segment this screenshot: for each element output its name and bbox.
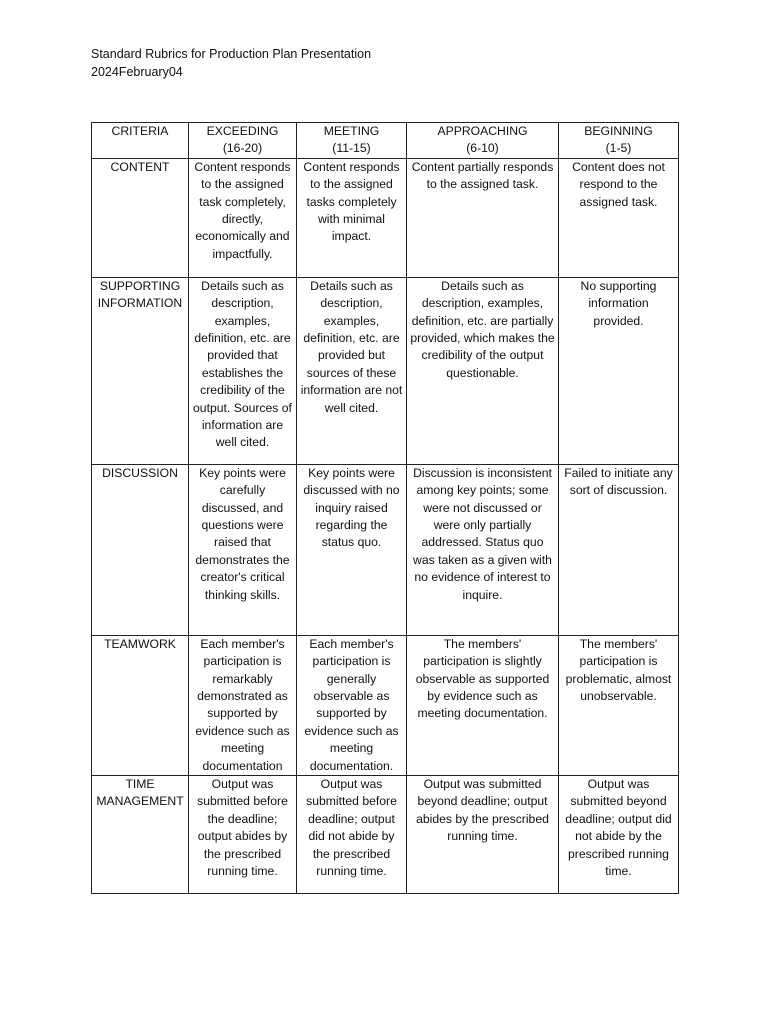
level-range: (1-5) (605, 141, 632, 156)
criterion-cell: CONTENT (92, 158, 189, 277)
approaching-cell: Details such as description, examples, definition, etc. are partially provided, which makes the credibility of the output questionable. (407, 277, 559, 464)
level-range: (11-15) (332, 141, 371, 156)
level-name: BEGINNING (584, 124, 653, 138)
rubric-row-time-management (92, 776, 679, 894)
exceeding-cell: Output was submitted before the deadline; output abides by the prescribed running time. (189, 776, 297, 894)
header-criteria-label: CRITERIA (111, 124, 169, 138)
meeting-cell: Details such as description, examples, definition, etc. are provided but sources of these information are not well cited. (297, 277, 407, 464)
level-range: (16-20) (222, 141, 263, 156)
meeting-cell: Key points were discussed with no inquiry raised regarding the status quo. (297, 464, 407, 635)
criterion-cell: TEAMWORK (92, 635, 189, 775)
level-range: (6-10) (466, 141, 499, 156)
header-criteria (92, 123, 189, 159)
criterion-cell: DISCUSSION (92, 464, 189, 635)
level-name: APPROACHING (437, 124, 528, 138)
document-date: 2024February04 (91, 65, 183, 79)
approaching-cell: Output was submitted beyond deadline; output abides by the prescribed running time. (407, 776, 559, 894)
exceeding-cell: Details such as description, examples, definition, etc. are provided that establishes the credibility of the output. Sources of information are well cited. (189, 277, 297, 464)
rubric-header-row (92, 123, 679, 159)
exceeding-cell: Each member's participation is remarkably demonstrated as supported by evidence such as meeting documentation (189, 635, 297, 775)
rubric-table (91, 122, 679, 894)
exceeding-cell: Content responds to the assigned task completely, directly, economically and impactfully. (189, 158, 297, 277)
rubric-row-content (92, 158, 679, 277)
meeting-cell: Content responds to the assigned tasks completely with minimal impact. (297, 158, 407, 277)
meeting-cell: Output was submitted before deadline; output did not abide by the prescribed running time. (297, 776, 407, 894)
level-name: MEETING (323, 124, 380, 138)
rubric-row-supporting-information (92, 277, 679, 464)
document-header (91, 45, 371, 81)
rubric-row-discussion (92, 464, 679, 635)
approaching-cell: Discussion is inconsistent among key points; some were not discussed or were only partially addressed. Status quo was taken as a given with no evidence of interest to inquire. (407, 464, 559, 635)
beginning-cell: Content does not respond to the assigned task. (559, 158, 679, 277)
approaching-cell: The members' participation is slightly observable as supported by evidence such as meeting documentation. (407, 635, 559, 775)
beginning-cell: Output was submitted beyond deadline; output did not abide by the prescribed running time. (559, 776, 679, 894)
beginning-cell: The members' participation is problematic, almost unobservable. (559, 635, 679, 775)
beginning-cell: No supporting information provided. (559, 277, 679, 464)
criterion-cell: SUPPORTING INFORMATION (92, 277, 189, 464)
level-name: EXCEEDING (206, 124, 279, 138)
beginning-cell: Failed to initiate any sort of discussion. (559, 464, 679, 635)
meeting-cell: Each member's participation is generally observable as supported by evidence such as meeting documentation. (297, 635, 407, 775)
header-level-beginning (559, 123, 679, 159)
header-level-meeting (297, 123, 407, 159)
header-level-exceeding (189, 123, 297, 159)
rubric-row-teamwork (92, 635, 679, 775)
criterion-cell: TIME MANAGEMENT (92, 776, 189, 894)
exceeding-cell: Key points were carefully discussed, and questions were raised that demonstrates the creator's critical thinking skills. (189, 464, 297, 635)
approaching-cell: Content partially responds to the assigned task. (407, 158, 559, 277)
document-title: Standard Rubrics for Production Plan Presentation (91, 47, 372, 61)
header-level-approaching (407, 123, 559, 159)
